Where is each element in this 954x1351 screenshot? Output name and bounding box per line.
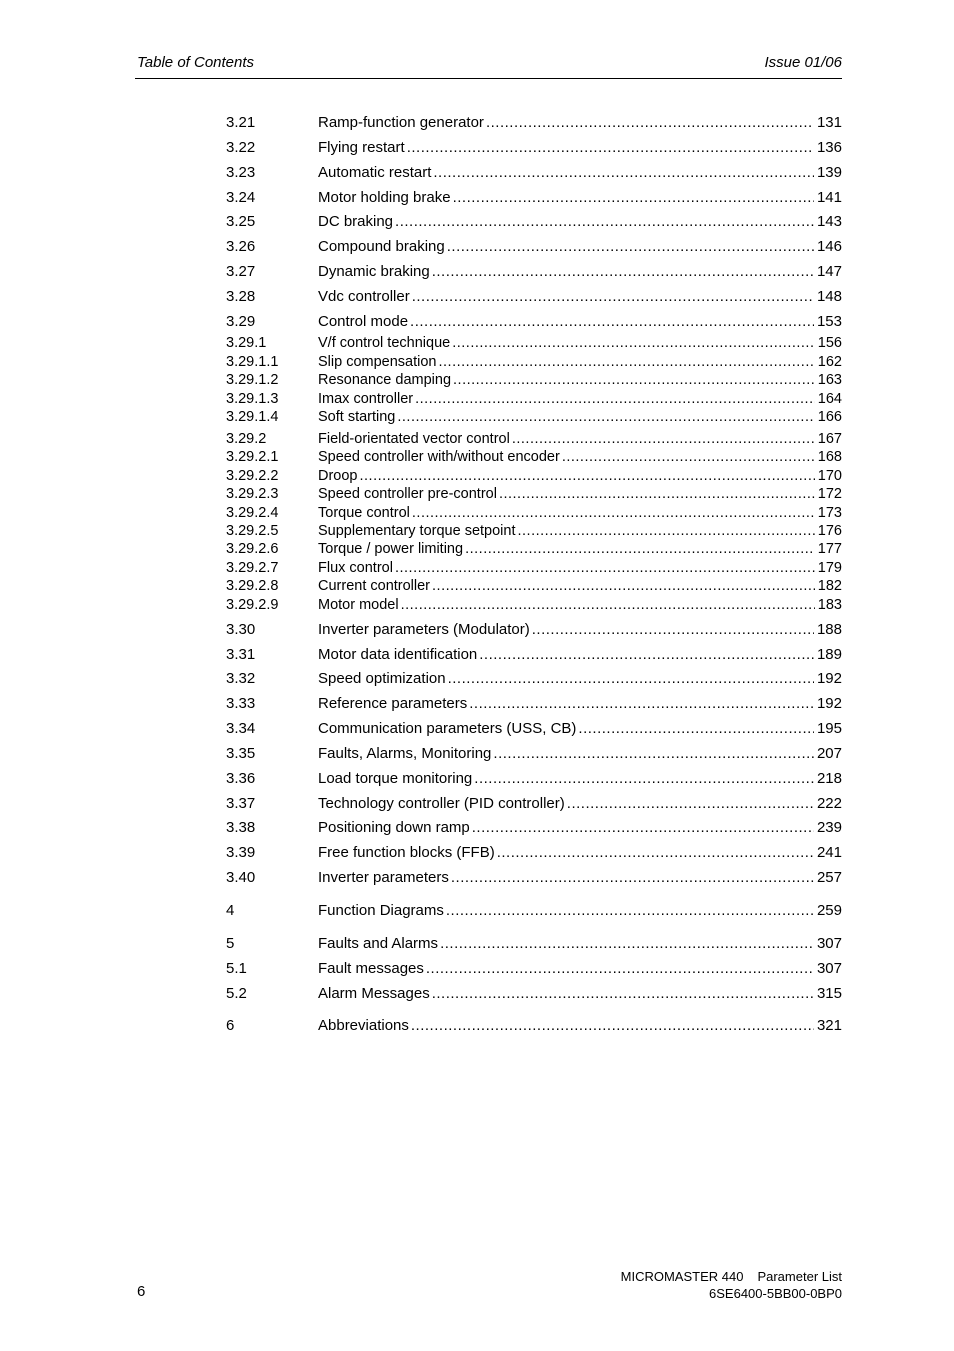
toc-entry-line [318, 370, 842, 390]
footer-order-number: 6SE6400-5BB00-0BP0 [709, 1286, 842, 1301]
toc-entry-title: Flux control [318, 560, 393, 576]
toc-dot-leader [433, 163, 814, 183]
toc-dot-leader [453, 370, 815, 390]
toc-entry-line [318, 769, 842, 789]
toc-entry-line [318, 521, 842, 541]
toc-entry-page: 179 [817, 560, 842, 576]
toc-dot-leader [448, 669, 814, 689]
toc-entry-page: 315 [816, 985, 842, 1002]
toc-entry-number: 3.35 [226, 745, 256, 762]
toc-dot-leader [578, 719, 814, 739]
toc-entry-title: Ramp-function generator [318, 114, 484, 131]
toc-entry-line [318, 312, 842, 332]
toc-entry-title: Abbreviations [318, 1017, 409, 1034]
toc-entry-number: 3.29.1.3 [226, 391, 279, 407]
toc-entry-page: 131 [816, 114, 842, 131]
toc-entry-number: 3.27 [226, 263, 256, 280]
toc-dot-leader [567, 794, 814, 814]
toc-dot-leader [432, 576, 815, 596]
toc-entry-page: 146 [816, 238, 842, 255]
toc-entry-page: 207 [816, 745, 842, 762]
toc-entry[interactable] [226, 447, 842, 467]
toc-entry[interactable] [226, 669, 842, 689]
toc-entry-title: Field-orientated vector control [318, 431, 510, 447]
footer-product: MICROMASTER 440 [620, 1269, 744, 1284]
toc-entry[interactable] [226, 389, 842, 409]
toc-entry-title: Function Diagrams [318, 902, 444, 919]
toc-entry-page: 259 [816, 902, 842, 919]
toc-entry[interactable] [226, 595, 842, 615]
toc-entry-line [318, 818, 842, 838]
toc-entry-number: 3.29.1.4 [226, 409, 279, 425]
toc-entry[interactable] [226, 719, 842, 739]
toc-dot-leader [395, 558, 815, 578]
toc-entry-line [318, 188, 842, 208]
toc-entry[interactable] [226, 407, 842, 427]
toc-dot-leader [395, 212, 814, 232]
toc-entry-title: Imax controller [318, 391, 414, 407]
toc-dot-leader [453, 188, 814, 208]
page-header [135, 52, 842, 79]
toc-entry[interactable] [226, 237, 842, 257]
toc-entry-page: 189 [816, 646, 842, 663]
toc-entry-page: 192 [816, 670, 842, 687]
toc-dot-leader [411, 1016, 814, 1036]
toc-entry-number: 3.29.2.1 [226, 449, 279, 465]
toc-entry-title: Motor data identification [318, 646, 478, 663]
toc-entry-title: Slip compensation [318, 354, 437, 370]
toc-dot-leader [412, 287, 814, 307]
toc-entry-title: Motor model [318, 597, 399, 613]
toc-dot-leader [397, 407, 814, 427]
toc-entry[interactable] [226, 843, 842, 863]
toc-entry-number: 3.24 [226, 189, 256, 206]
toc-entry-title: Load torque monitoring [318, 770, 473, 787]
toc-entry-line [318, 113, 842, 133]
toc-entry-number: 3.29.2.8 [226, 578, 279, 594]
toc-entry-title: Reference parameters [318, 695, 468, 712]
toc-dot-leader [486, 113, 814, 133]
header-issue: Issue 01/06 [764, 54, 842, 71]
toc-entry-line [318, 333, 842, 353]
toc-entry-page: 148 [816, 288, 842, 305]
toc-entry-title: Current controller [318, 578, 431, 594]
toc-entry-number: 5 [226, 935, 235, 952]
header-section-title: Table of Contents [137, 54, 255, 71]
toc-entry-number: 3.29.2 [226, 431, 267, 447]
toc-entry-line [318, 669, 842, 689]
toc-entry-line [318, 843, 842, 863]
toc-entry-line [318, 466, 842, 486]
toc-entry[interactable] [226, 959, 842, 979]
toc-entry-title: Fault messages [318, 960, 424, 977]
toc-entry[interactable] [226, 188, 842, 208]
toc-entry-number: 3.29.1.2 [226, 372, 279, 388]
toc-entry[interactable] [226, 113, 842, 133]
toc-entry-line [318, 1016, 842, 1036]
toc-dot-leader [415, 389, 815, 409]
toc-entry-title: DC braking [318, 213, 394, 230]
toc-entry-title: Positioning down ramp [318, 819, 470, 836]
toc-entry[interactable] [226, 138, 842, 158]
toc-entry[interactable] [226, 818, 842, 838]
toc-entry[interactable] [226, 901, 842, 921]
toc-entry-line [318, 484, 842, 504]
toc-entry[interactable] [226, 558, 842, 578]
toc-entry-page: 166 [817, 409, 842, 425]
toc-entry-line [318, 407, 842, 427]
toc-entry[interactable] [226, 370, 842, 390]
toc-entry-line [318, 595, 842, 615]
toc-entry[interactable] [226, 576, 842, 596]
toc-entry-title: Droop [318, 468, 358, 484]
toc-entry[interactable] [226, 934, 842, 954]
toc-entry-page: 172 [817, 486, 842, 502]
toc-entry-number: 3.29.1 [226, 335, 267, 351]
toc-entry-page: 192 [816, 695, 842, 712]
toc-entry-title: Flying restart [318, 139, 405, 156]
toc-entry-number: 3.28 [226, 288, 256, 305]
toc-entry-line [318, 934, 842, 954]
toc-entry-number: 3.29.2.7 [226, 560, 279, 576]
toc-entry[interactable] [226, 521, 842, 541]
toc-entry[interactable] [226, 352, 842, 372]
toc-entry-number: 3.29.1.1 [226, 354, 279, 370]
toc-entry-number: 5.2 [226, 985, 247, 1002]
page-number: 6 [137, 1283, 146, 1300]
toc-entry-line [318, 138, 842, 158]
toc-entry-number: 3.29.2.5 [226, 523, 279, 539]
toc-entry-page: 156 [817, 335, 842, 351]
toc-entry-line [318, 503, 842, 523]
toc-entry-number: 3.29.2.4 [226, 505, 279, 521]
toc-entry[interactable] [226, 620, 842, 640]
toc-entry-line [318, 959, 842, 979]
toc-dot-leader [410, 312, 814, 332]
toc-entry-number: 3.36 [226, 770, 256, 787]
toc-dot-leader [562, 447, 815, 467]
toc-entry[interactable] [226, 539, 842, 559]
toc-entry-number: 3.29.2.6 [226, 541, 279, 557]
toc-entry-line [318, 744, 842, 764]
toc-entry-title: Soft starting [318, 409, 396, 425]
toc-entry-line [318, 237, 842, 257]
toc-entry[interactable] [226, 212, 842, 232]
toc-entry-number: 3.21 [226, 114, 256, 131]
toc-entry-title: Technology controller (PID controller) [318, 795, 565, 812]
toc-dot-leader [472, 818, 814, 838]
toc-entry[interactable] [226, 744, 842, 764]
toc-entry[interactable] [226, 1016, 842, 1036]
toc-dot-leader [532, 620, 814, 640]
toc-entry-page: 164 [817, 391, 842, 407]
toc-dot-leader [474, 769, 814, 789]
toc-entry-line [318, 389, 842, 409]
toc-entry-title: Torque control [318, 505, 410, 521]
toc-entry-page: 321 [816, 1017, 842, 1034]
footer-doc-info [621, 1268, 842, 1302]
footer-product-line [621, 1268, 842, 1285]
toc-entry-title: Inverter parameters [318, 869, 449, 886]
toc-entry-page: 177 [817, 541, 842, 557]
toc-entry-title: Speed optimization [318, 670, 446, 687]
toc-entry-line [318, 262, 842, 282]
toc-entry-page: 153 [816, 313, 842, 330]
toc-entry-line [318, 901, 842, 921]
toc-entry-page: 241 [816, 844, 842, 861]
toc-entry-title: Communication parameters (USS, CB) [318, 720, 577, 737]
toc-entry-title: Speed controller with/without encoder [318, 449, 560, 465]
toc-entry[interactable] [226, 312, 842, 332]
toc-dot-leader [512, 429, 815, 449]
toc-dot-leader [465, 539, 815, 559]
toc-entry-line [318, 558, 842, 578]
toc-entry-title: Free function blocks (FFB) [318, 844, 495, 861]
toc-entry-title: Control mode [318, 313, 409, 330]
toc-entry-page: 163 [817, 372, 842, 388]
toc-entry-line [318, 794, 842, 814]
toc-entry[interactable] [226, 984, 842, 1004]
toc-entry-page: 139 [816, 164, 842, 181]
toc-entry-title: Speed controller pre-control [318, 486, 497, 502]
toc-entry[interactable] [226, 794, 842, 814]
toc-entry[interactable] [226, 466, 842, 486]
toc-dot-leader [440, 934, 814, 954]
toc-entry-line [318, 352, 842, 372]
toc-entry-line [318, 645, 842, 665]
toc-entry-page: 162 [817, 354, 842, 370]
toc-dot-leader [446, 901, 814, 921]
toc-entry[interactable] [226, 503, 842, 523]
toc-entry-line [318, 620, 842, 640]
toc-dot-leader [518, 521, 815, 541]
toc-entry-number: 3.33 [226, 695, 256, 712]
toc-entry-number: 3.37 [226, 795, 256, 812]
toc-entry-line [318, 539, 842, 559]
toc-entry-line [318, 447, 842, 467]
toc-entry-title: Motor holding brake [318, 189, 451, 206]
toc-entry-number: 3.29.2.3 [226, 486, 279, 502]
toc-entry-number: 5.1 [226, 960, 247, 977]
toc-entry-title: V/f control technique [318, 335, 451, 351]
toc-entry-line [318, 719, 842, 739]
toc-entry-page: 167 [817, 431, 842, 447]
toc-entry-line [318, 163, 842, 183]
toc-entry-page: 222 [816, 795, 842, 812]
toc-entry-page: 307 [816, 935, 842, 952]
toc-dot-leader [407, 138, 814, 158]
toc-dot-leader [451, 868, 814, 888]
toc-entry-title: Faults and Alarms [318, 935, 439, 952]
toc-entry-page: 141 [816, 189, 842, 206]
toc-entry-line [318, 868, 842, 888]
toc-entry[interactable] [226, 163, 842, 183]
toc-entry-page: 188 [816, 621, 842, 638]
toc-entry-page: 239 [816, 819, 842, 836]
toc-dot-leader [432, 262, 814, 282]
toc-entry-line [318, 212, 842, 232]
toc-dot-leader [412, 503, 815, 523]
toc-entry-line [318, 694, 842, 714]
toc-entry-line [318, 576, 842, 596]
toc-dot-leader [447, 237, 814, 257]
toc-entry[interactable] [226, 484, 842, 504]
toc-entry-page: 257 [816, 869, 842, 886]
toc-entry-title: Dynamic braking [318, 263, 430, 280]
toc-entry-number: 3.22 [226, 139, 256, 156]
toc-entry-title: Inverter parameters (Modulator) [318, 621, 530, 638]
toc-entry-page: 195 [816, 720, 842, 737]
toc-entry-title: Supplementary torque setpoint [318, 523, 516, 539]
toc-entry-line [318, 429, 842, 449]
toc-entry[interactable] [226, 769, 842, 789]
toc-entry[interactable] [226, 429, 842, 449]
toc-entry[interactable] [226, 694, 842, 714]
toc-entry-page: 218 [816, 770, 842, 787]
toc-entry-page: 170 [817, 468, 842, 484]
toc-dot-leader [469, 694, 814, 714]
toc-entry-title: Vdc controller [318, 288, 410, 305]
toc-entry-title: Torque / power limiting [318, 541, 464, 557]
toc-entry-title: Faults, Alarms, Monitoring [318, 745, 492, 762]
toc-entry[interactable] [226, 262, 842, 282]
toc-entry-page: 136 [816, 139, 842, 156]
toc-entry-number: 3.29 [226, 313, 256, 330]
toc-entry-number: 3.29.2.2 [226, 468, 279, 484]
toc-entry-title: Resonance damping [318, 372, 452, 388]
footer-doc-type: Parameter List [757, 1269, 842, 1284]
toc-dot-leader [439, 352, 815, 372]
toc-entry-page: 147 [816, 263, 842, 280]
toc-dot-leader [426, 959, 814, 979]
toc-entry-page: 183 [817, 597, 842, 613]
toc-entry-title: Alarm Messages [318, 985, 430, 1002]
toc-entry-number: 3.32 [226, 670, 256, 687]
toc-entry-number: 3.25 [226, 213, 256, 230]
toc-entry-page: 182 [817, 578, 842, 594]
toc-entry-number: 3.38 [226, 819, 256, 836]
toc-entry-number: 3.34 [226, 720, 256, 737]
toc-entry-number: 3.26 [226, 238, 256, 255]
toc-dot-leader [360, 466, 815, 486]
toc-entry[interactable] [226, 333, 842, 353]
toc-entry-page: 176 [817, 523, 842, 539]
toc-entry-line [318, 984, 842, 1004]
toc-entry[interactable] [226, 287, 842, 307]
toc-entry-line [318, 287, 842, 307]
toc-entry-page: 307 [816, 960, 842, 977]
toc-dot-leader [432, 984, 814, 1004]
toc-entry-page: 173 [817, 505, 842, 521]
toc-dot-leader [452, 333, 815, 353]
toc-dot-leader [493, 744, 814, 764]
toc-entry-page: 168 [817, 449, 842, 465]
toc-entry-number: 3.23 [226, 164, 256, 181]
toc-dot-leader [401, 595, 815, 615]
toc-entry-title: Compound braking [318, 238, 445, 255]
toc-entry-number: 6 [226, 1017, 235, 1034]
toc-dot-leader [479, 645, 814, 665]
toc-entry-page: 143 [816, 213, 842, 230]
toc-entry-title: Automatic restart [318, 164, 432, 181]
toc-dot-leader [497, 843, 814, 863]
toc-entry-number: 3.30 [226, 621, 256, 638]
toc-entry-number: 3.29.2.9 [226, 597, 279, 613]
toc-entry-number: 3.40 [226, 869, 256, 886]
toc-dot-leader [499, 484, 815, 504]
toc-entry[interactable] [226, 868, 842, 888]
toc-entry-number: 3.31 [226, 646, 256, 663]
toc-entry[interactable] [226, 645, 842, 665]
toc-entry-number: 3.39 [226, 844, 256, 861]
toc-entry-number: 4 [226, 902, 235, 919]
